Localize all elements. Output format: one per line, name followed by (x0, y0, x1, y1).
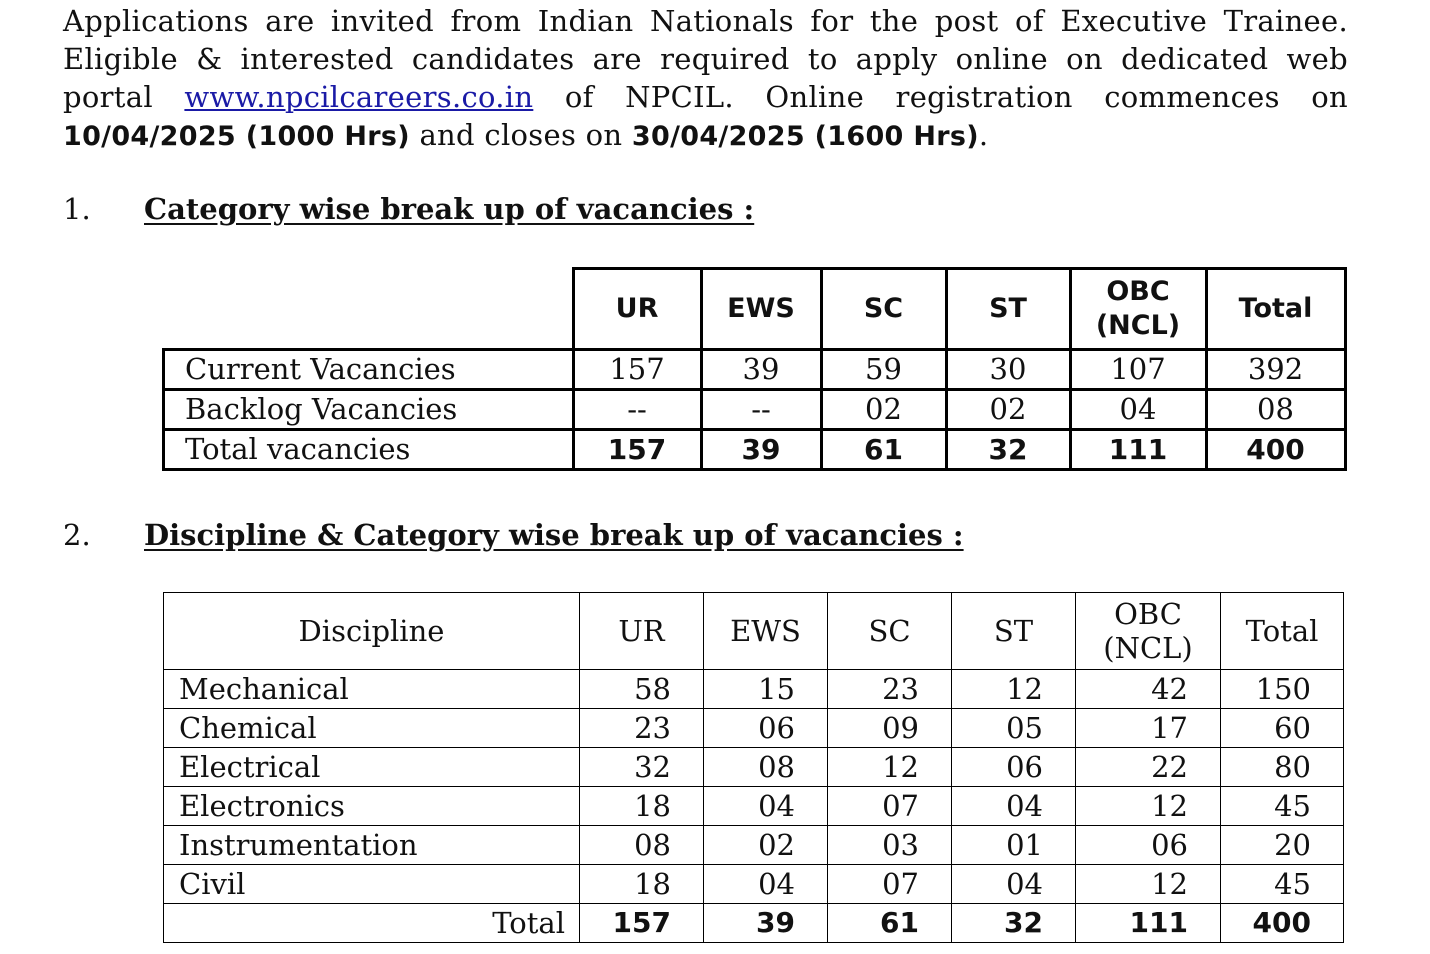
cell-ews: 04 (704, 787, 828, 826)
cell-st: 32 (946, 430, 1070, 470)
cell-ews: 04 (704, 865, 828, 904)
cell-ews: 39 (701, 430, 821, 470)
row-label: Current Vacancies (164, 350, 574, 390)
cell-ur: 58 (580, 670, 704, 709)
row-label: Electronics (164, 787, 580, 826)
cell-total: 80 (1221, 748, 1344, 787)
cell-st: 01 (952, 826, 1076, 865)
intro-line-1: Applications are invited from Indian Nationals for the post of Executive Trainee. (63, 4, 1348, 38)
header-total: Total (1221, 593, 1344, 670)
section-2-number: 2. (63, 518, 91, 552)
intro-mid-text: and closes on (419, 118, 623, 152)
cell-ur: 18 (580, 865, 704, 904)
cell-total: 45 (1221, 865, 1344, 904)
section-1-number: 1. (63, 192, 91, 226)
table-total-row (164, 904, 1344, 943)
cell-total: 20 (1221, 826, 1344, 865)
header-ews: EWS (704, 593, 828, 670)
intro-portal-prefix: portal (63, 80, 153, 114)
end-date: 30/04/2025 (1600 Hrs) (631, 121, 979, 152)
cell-total: 400 (1206, 430, 1345, 470)
cell-obc: 06 (1076, 826, 1221, 865)
cell-ur: 157 (580, 904, 704, 943)
cell-obc: 107 (1070, 350, 1206, 390)
cell-ur: 18 (580, 787, 704, 826)
header-ews: EWS (701, 269, 821, 350)
start-date: 10/04/2025 (1000 Hrs) (63, 121, 410, 152)
intro-paragraph (63, 2, 1348, 156)
row-label: Chemical (164, 709, 580, 748)
cell-st: 02 (946, 390, 1070, 430)
row-label: Total (164, 904, 580, 943)
row-label: Backlog Vacancies (164, 390, 574, 430)
cell-obc: 111 (1076, 904, 1221, 943)
intro-line-2: Eligible & interested candidates are required to apply online on dedicated web (63, 42, 1348, 76)
cell-ur: 157 (573, 430, 701, 470)
table-row (164, 709, 1344, 748)
table-row (164, 390, 1346, 430)
table-header-row (164, 593, 1344, 670)
cell-ews: -- (701, 390, 821, 430)
cell-st: 05 (952, 709, 1076, 748)
table-row (164, 748, 1344, 787)
cell-total: 400 (1221, 904, 1344, 943)
section-2-title: Discipline & Category wise break up of vacancies : (144, 518, 964, 552)
cell-st: 06 (952, 748, 1076, 787)
cell-obc: 42 (1076, 670, 1221, 709)
discipline-vacancies-table (163, 592, 1344, 943)
header-obc: OBC (NCL) (1070, 269, 1206, 350)
cell-obc: 12 (1076, 865, 1221, 904)
cell-ur: 08 (580, 826, 704, 865)
cell-total: 60 (1221, 709, 1344, 748)
cell-obc: 111 (1070, 430, 1206, 470)
cell-sc: 59 (821, 350, 946, 390)
header-ur: UR (580, 593, 704, 670)
cell-ews: 15 (704, 670, 828, 709)
cell-ews: 08 (704, 748, 828, 787)
intro-line-4 (63, 116, 1348, 156)
cell-sc: 03 (828, 826, 952, 865)
header-sc: SC (828, 593, 952, 670)
cell-ews: 06 (704, 709, 828, 748)
cell-sc: 23 (828, 670, 952, 709)
cell-sc: 02 (821, 390, 946, 430)
cell-obc: 17 (1076, 709, 1221, 748)
header-total: Total (1206, 269, 1345, 350)
header-discipline: Discipline (164, 593, 580, 670)
cell-total: 08 (1206, 390, 1345, 430)
cell-total: 45 (1221, 787, 1344, 826)
cell-sc: 12 (828, 748, 952, 787)
cell-ur: 32 (580, 748, 704, 787)
cell-sc: 61 (828, 904, 952, 943)
row-label: Electrical (164, 748, 580, 787)
table-total-row (164, 430, 1346, 470)
cell-ews: 39 (704, 904, 828, 943)
cell-ews: 39 (701, 350, 821, 390)
cell-sc: 07 (828, 865, 952, 904)
cell-st: 04 (952, 787, 1076, 826)
header-sc: SC (821, 269, 946, 350)
table-row (164, 670, 1344, 709)
row-label: Mechanical (164, 670, 580, 709)
header-ur: UR (573, 269, 701, 350)
intro-portal-suffix: of NPCIL. Online registration commences on (564, 80, 1348, 114)
table-row (164, 350, 1346, 390)
header-st: ST (946, 269, 1070, 350)
cell-st: 30 (946, 350, 1070, 390)
header-blank (164, 269, 574, 350)
cell-obc: 12 (1076, 787, 1221, 826)
cell-st: 12 (952, 670, 1076, 709)
table-row (164, 787, 1344, 826)
header-obc: OBC (NCL) (1076, 593, 1221, 670)
cell-obc: 22 (1076, 748, 1221, 787)
cell-ur: -- (573, 390, 701, 430)
cell-sc: 07 (828, 787, 952, 826)
cell-ur: 157 (573, 350, 701, 390)
section-1-title: Category wise break up of vacancies : (144, 192, 755, 226)
cell-sc: 61 (821, 430, 946, 470)
intro-end-punct: . (978, 118, 989, 152)
table-row (164, 865, 1344, 904)
cell-st: 32 (952, 904, 1076, 943)
header-st: ST (952, 593, 1076, 670)
row-label: Instrumentation (164, 826, 580, 865)
cell-obc: 04 (1070, 390, 1206, 430)
portal-link[interactable]: www.npcilcareers.co.in (184, 80, 534, 114)
category-vacancies-table (162, 267, 1347, 471)
cell-sc: 09 (828, 709, 952, 748)
cell-total: 150 (1221, 670, 1344, 709)
cell-ur: 23 (580, 709, 704, 748)
intro-line-3 (63, 78, 1348, 116)
cell-st: 04 (952, 865, 1076, 904)
table-header-row (164, 269, 1346, 350)
row-label: Civil (164, 865, 580, 904)
table-row (164, 826, 1344, 865)
cell-total: 392 (1206, 350, 1345, 390)
cell-ews: 02 (704, 826, 828, 865)
row-label: Total vacancies (164, 430, 574, 470)
